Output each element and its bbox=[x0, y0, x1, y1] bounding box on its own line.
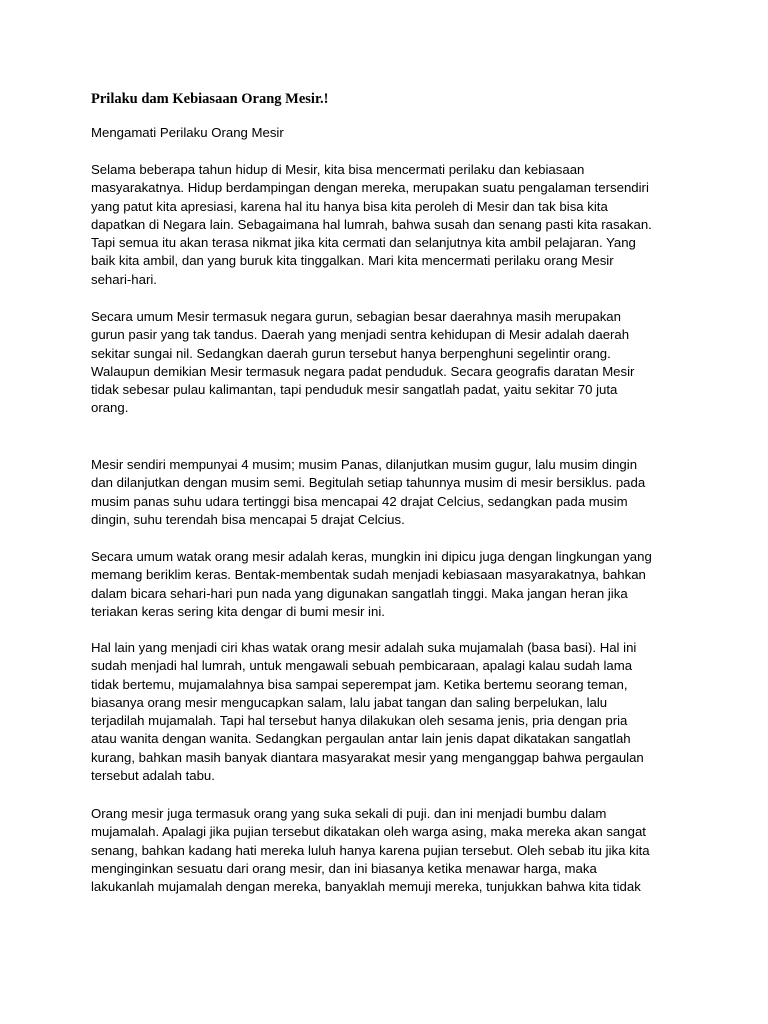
paragraph-line: kurang, bahkan masih banyak diantara masyarakat mesir yang menganggap bahwa pergaulan bbox=[91, 749, 644, 765]
paragraph-line: teriakan keras sering kita dengar di bumi mesir ini. bbox=[91, 603, 385, 619]
paragraph-line: yang patut kita apresiasi, karena hal itu hanya bisa kita peroleh di Mesir dan tak bisa kita bbox=[91, 198, 608, 214]
paragraph-line: sudah menjadi hal lumrah, untuk mengawali sebuah pembicaraan, apalagi kalau sudah lama bbox=[91, 658, 633, 674]
paragraph-line: Selama beberapa tahun hidup di Mesir, kita bisa mencermati perilaku dan kebiasaan bbox=[91, 162, 585, 177]
paragraph-line: dingin, suhu terendah bisa mencapai 5 drajat Celcius. bbox=[91, 511, 405, 527]
paragraph-line: lakukanlah mujamalah dengan mereka, banyaklah memuji mereka, tunjukkan bahwa kita tidak bbox=[91, 879, 641, 895]
paragraph-line: orang. bbox=[91, 400, 129, 416]
paragraph-5 bbox=[91, 639, 701, 785]
paragraph-line: atau wanita dengan wanita. Sedangkan pergaulan antar lain jenis dapat dikatakan sangatlah bbox=[91, 731, 631, 747]
paragraph-line: dapatkan di Negara lain. Sebagaimana hal lumrah, bahwa susah dan senang pasti kita rasakan. bbox=[91, 216, 652, 232]
paragraph-line: Secara umum watak orang mesir adalah keras, mungkin ini dipicu juga dengan lingkungan yang bbox=[91, 549, 652, 564]
paragraph-line: tersebut adalah tabu. bbox=[91, 768, 215, 784]
paragraph-line: sekitar sungai nil. Sedangkan daerah gurun tersebut hanya berpenghuni segelintir orang. bbox=[91, 345, 611, 361]
paragraph-line: Orang mesir juga termasuk orang yang suka sekali di puji. dan ini menjadi bumbu dalam bbox=[91, 806, 607, 821]
paragraph-line: gurun pasir yang tak tandus. Daerah yang menjadi sentra kehidupan di Mesir adalah daerah bbox=[91, 327, 630, 343]
paragraph-line: terjadilah mujamalah. Tapi hal tersebut hanya dilakukan oleh sesama jenis, pria dengan pria bbox=[91, 713, 628, 729]
paragraph-3 bbox=[91, 456, 701, 529]
paragraph-line: sehari-hari. bbox=[91, 271, 157, 287]
paragraph-line: Secara umum Mesir termasuk negara gurun, sebagian besar daerahnya masih merupakan bbox=[91, 309, 621, 324]
paragraph-line: menginginkan sesuatu dari orang mesir, dan ini biasanya ketika menawar harga, maka bbox=[91, 860, 597, 876]
paragraph-line: musim panas suhu udara tertinggi bisa mencapai 42 drajat Celcius, sedangkan pada musim bbox=[91, 493, 628, 509]
paragraph-line: Walaupun demikian Mesir termasuk negara padat penduduk. Secara geografis daratan Mesir bbox=[91, 363, 635, 379]
paragraph-line: baik kita ambil, dan yang buruk kita tinggalkan. Mari kita mencermati perilaku orang Mesir bbox=[91, 253, 614, 269]
paragraph-line: biasanya orang mesir mengucapkan salam, lalu jabat tangan dan saling berpelukan, lalu bbox=[91, 694, 608, 710]
paragraph-line: Tapi semua itu akan terasa nikmat jika kita cermati dan selanjutnya kita ambil pelajaran. Yang bbox=[91, 235, 636, 251]
paragraph-line: Mesir sendiri mempunyai 4 musim; musim Panas, dilanjutkan musim gugur, lalu musim dingin bbox=[91, 457, 638, 472]
paragraph-line: tidak bertemu, mujamalahnya bisa sampai seperempat jam. Ketika bertemu seorang teman, bbox=[91, 676, 628, 692]
paragraph-6 bbox=[91, 805, 701, 896]
paragraph-line: mujamalah. Apalagi jika pujian tersebut dikatakan oleh warga asing, maka mereka akan sangat bbox=[91, 824, 646, 840]
paragraph-line: masyarakatnya. Hidup berdampingan dengan mereka, merupakan suatu pengalaman tersendiri bbox=[91, 180, 649, 196]
paragraph-line: tidak sebesar pulau kalimantan, tapi penduduk mesir sangatlah padat, yaitu sekitar 70 juta bbox=[91, 382, 618, 398]
paragraph-line: memang beriklim keras. Bentak-membentak sudah menjadi kebiasaan masyarakatnya, bahkan bbox=[91, 567, 646, 583]
paragraph-line: senang, bahkan kadang hati mereka luluh hanya karena pujian tersebut. Oleh sebab itu jika kita bbox=[91, 842, 650, 858]
document-subtitle: Mengamati Perilaku Orang Mesir bbox=[91, 125, 284, 140]
paragraph-1 bbox=[91, 161, 701, 289]
paragraph-4 bbox=[91, 548, 701, 621]
document-title: Prilaku dam Kebiasaan Orang Mesir.! bbox=[91, 91, 329, 107]
paragraph-line: dalam bicara sehari-hari pun nada yang digunakan sangatlah tinggi. Maka jangan heran jika bbox=[91, 585, 628, 601]
paragraph-line: Hal lain yang menjadi ciri khas watak orang mesir adalah suka mujamalah (basa basi). Hal ini bbox=[91, 640, 637, 655]
paragraph-2 bbox=[91, 308, 701, 418]
paragraph-line: dan dilanjutkan dengan musim semi. Begitulah setiap tahunnya musim di mesir bersiklus. pada bbox=[91, 475, 646, 491]
